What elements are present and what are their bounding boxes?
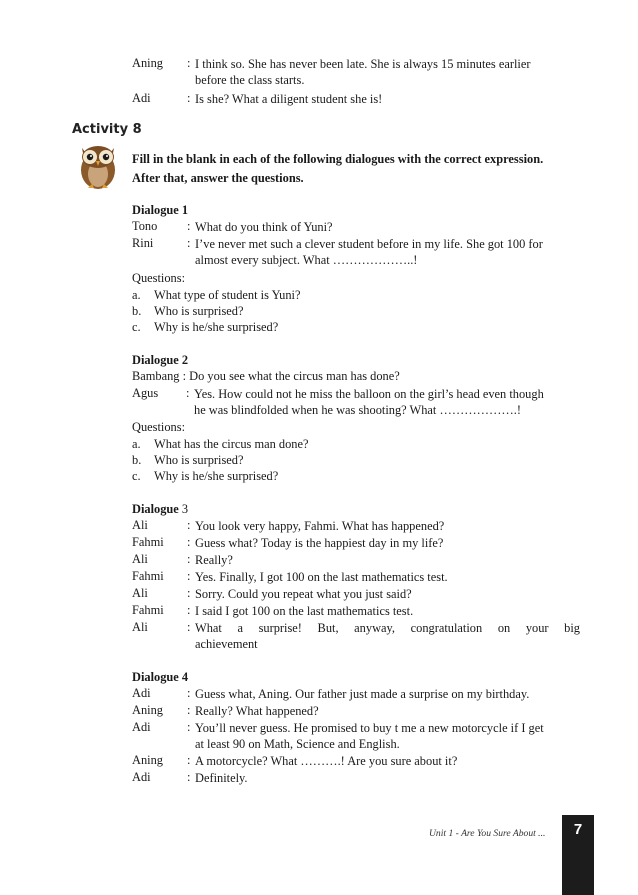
- activity-instruction: Fill in the blank in each of the following dialogues with the correct expression. After that, answer the questions.: [132, 152, 544, 185]
- activity-title: Activity 8: [72, 122, 142, 137]
- questions-label: Questions:: [132, 420, 186, 434]
- speaker-name: Tono: [132, 219, 158, 233]
- turn-text: I think so. She has never been late. She is always 15 minutes earlier: [195, 57, 531, 71]
- turn-text: Yes. How could not he miss the balloon on the girl’s head even though: [194, 387, 544, 401]
- question-item: c. Why is he/she surprised?: [132, 320, 279, 334]
- turn-text: before the class starts.: [195, 73, 305, 87]
- question-item: a. What type of student is Yuni?: [132, 288, 301, 302]
- question-item: c. Why is he/she surprised?: [132, 469, 279, 483]
- dialogue-title: Dialogue 2: [132, 353, 189, 367]
- turn-text: he was blindfolded when he was shooting? What ……………….!: [194, 403, 522, 417]
- question-item: b. Who is surprised?: [132, 453, 244, 467]
- question-item: a. What has the circus man done?: [132, 437, 309, 451]
- question-item: b. Who is surprised?: [132, 304, 244, 318]
- owl-icon: [76, 140, 120, 190]
- speaker-name: Agus: [132, 386, 159, 400]
- speaker-name: Aning: [132, 56, 163, 70]
- dialogue-title: Dialogue 4: [132, 670, 189, 684]
- speaker-name: Rini: [132, 236, 154, 250]
- page-number: 7: [573, 821, 583, 838]
- turn-text: Is she? What a diligent student she is!: [195, 92, 383, 106]
- page-number-bar: [562, 815, 594, 895]
- running-title: Unit 1 - Are You Sure About ...: [429, 828, 546, 839]
- turn-text: almost every subject. What ………………..!: [195, 253, 418, 267]
- turn-text: What do you think of Yuni?: [195, 220, 333, 234]
- dialogue-title: Dialogue 1: [132, 203, 189, 217]
- turn-text: I’ve never met such a clever student before in my life. She got 100 for: [195, 237, 543, 251]
- speaker-name: Bambang : Do you see what the circus man has done?: [132, 369, 400, 383]
- questions-label: Questions:: [132, 271, 186, 285]
- speaker-name: Adi: [132, 91, 151, 105]
- dialogue-title: Dialogue 3: [132, 502, 189, 516]
